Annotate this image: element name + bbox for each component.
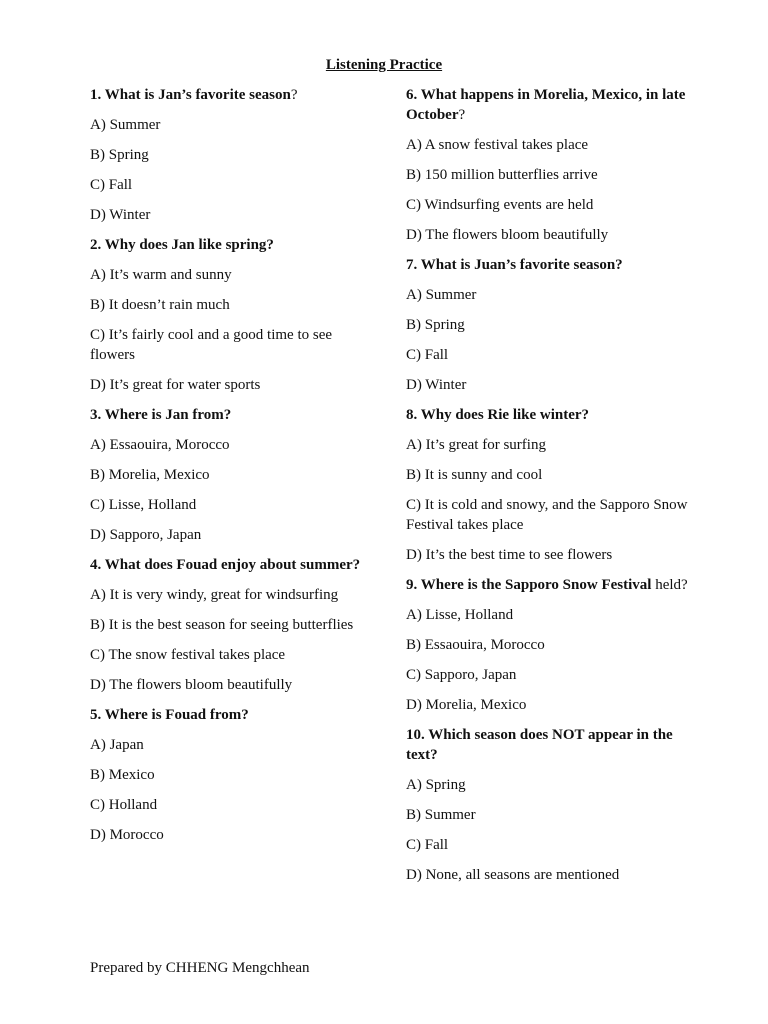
option: C) It’s fairly cool and a good time to see flowers [90,327,333,363]
question-text: 3. Where is Jan from? [90,407,232,423]
question-text: 9. Where is the Sapporo Snow Festival held? [406,577,688,593]
option: B) 150 million butterflies arrive [406,167,598,183]
option: B) Mexico [90,767,155,783]
question-1 [90,85,380,225]
question-5 [90,705,380,845]
option: A) It’s great for surfing [406,437,546,453]
option: A) Summer [90,117,161,133]
question-4 [90,555,380,695]
right-column [406,85,696,895]
question-text: 5. Where is Fouad from? [90,707,249,723]
option: B) Essaouira, Morocco [406,637,545,653]
option: D) The flowers bloom beautifully [406,227,609,243]
option: D) It’s the best time to see flowers [406,547,613,563]
option: A) A snow festival takes place [406,137,589,153]
option: C) Windsurfing events are held [406,197,594,213]
question-text: 1. What is Jan’s favorite season? [90,87,298,103]
page-title: Listening Practice [325,57,443,73]
question-text: 4. What does Fouad enjoy about summer? [90,557,361,573]
question-text: 10. Which season does NOT appear in the text? [406,727,673,763]
option: B) Spring [90,147,149,163]
option: A) Summer [406,287,477,303]
question-3 [90,405,380,545]
option: A) Spring [406,777,466,793]
option: D) Morelia, Mexico [406,697,527,713]
option: A) Japan [90,737,144,753]
option: A) Essaouira, Morocco [90,437,230,453]
option: B) Morelia, Mexico [90,467,210,483]
question-text: 6. What happens in Morelia, Mexico, in late October? [406,87,686,123]
option: A) Lisse, Holland [406,607,514,623]
question-8 [406,405,696,565]
option: D) Sapporo, Japan [90,527,202,543]
option: B) It is sunny and cool [406,467,543,483]
question-7 [406,255,696,395]
option: C) Sapporo, Japan [406,667,517,683]
option: C) Fall [406,837,449,853]
option: B) Spring [406,317,465,333]
option: D) It’s great for water sports [90,377,261,393]
option: D) Winter [406,377,467,393]
option: C) It is cold and snowy, and the Sapporo Snow Festival takes place [406,497,688,533]
option: D) None, all seasons are mentioned [406,867,620,883]
left-column [90,85,380,855]
option: C) The snow festival takes place [90,647,286,663]
option: D) The flowers bloom beautifully [90,677,293,693]
question-text: 7. What is Juan’s favorite season? [406,257,623,273]
option: A) It’s warm and sunny [90,267,232,283]
option: D) Morocco [90,827,164,843]
option: D) Winter [90,207,151,223]
option: B) It is the best season for seeing butterflies [90,617,354,633]
question-2 [90,235,380,395]
option: B) Summer [406,807,476,823]
footer-credit: Prepared by CHHENG Mengchhean [90,960,310,976]
question-9 [406,575,696,715]
question-10 [406,725,696,885]
option: B) It doesn’t rain much [90,297,230,313]
option: A) It is very windy, great for windsurfing [90,587,339,603]
question-text: 8. Why does Rie like winter? [406,407,590,423]
question-6 [406,85,696,245]
option: C) Fall [406,347,449,363]
option: C) Lisse, Holland [90,497,197,513]
option: C) Holland [90,797,158,813]
question-text: 2. Why does Jan like spring? [90,237,274,253]
option: C) Fall [90,177,133,193]
